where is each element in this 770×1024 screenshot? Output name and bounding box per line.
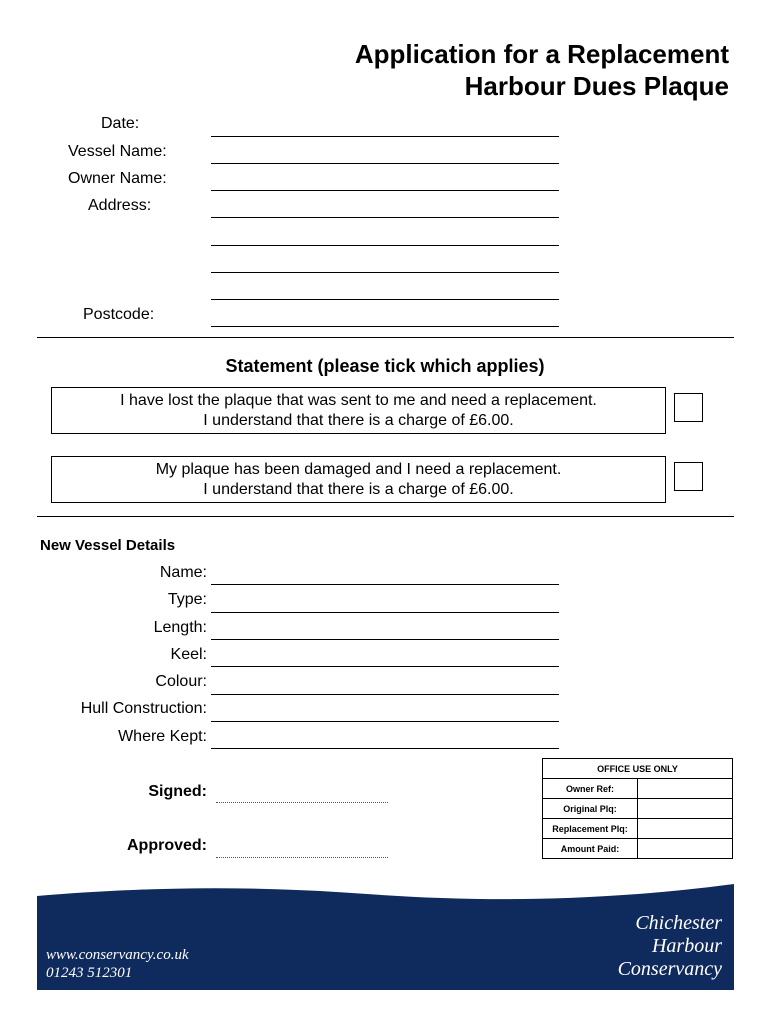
damaged-checkbox[interactable]	[674, 462, 703, 491]
nv-where-kept-label: Where Kept:	[118, 728, 207, 745]
page-title-line2: Harbour Dues Plaque	[464, 71, 729, 101]
office-use-heading: OFFICE USE ONLY	[543, 759, 733, 779]
statement-option-damaged-line1: My plaque has been damaged and I need a replacement.	[155, 461, 562, 478]
nv-where-kept-field[interactable]	[211, 748, 559, 749]
statement-option-lost-line1: I have lost the plaque that was sent to me and need a replacement.	[120, 392, 597, 409]
signed-field[interactable]	[216, 802, 388, 803]
owner-ref-label: Owner Ref:	[543, 779, 638, 799]
date-label: Date:	[101, 115, 140, 132]
page-title	[355, 38, 729, 102]
nv-keel-field[interactable]	[211, 666, 559, 667]
section-divider	[37, 516, 734, 517]
postcode-field[interactable]	[211, 326, 559, 327]
lost-checkbox[interactable]	[674, 393, 703, 422]
replacement-plq-field[interactable]	[638, 819, 733, 839]
postcode-label: Postcode:	[83, 306, 155, 323]
amount-paid-label: Amount Paid:	[543, 839, 638, 859]
address-field-line3[interactable]	[211, 272, 559, 273]
footer-website[interactable]: www.conservancy.co.uk	[46, 947, 189, 963]
date-field[interactable]	[211, 136, 559, 137]
address-field-line2[interactable]	[211, 245, 559, 246]
org-name-line3: Conservancy	[617, 958, 722, 980]
nv-colour-field[interactable]	[211, 694, 559, 695]
office-use-table	[542, 758, 733, 859]
address-field-line4[interactable]	[211, 299, 559, 300]
statement-option-lost-line2: I understand that there is a charge of £6.00.	[203, 412, 514, 429]
statement-option-damaged-line2: I understand that there is a charge of £6.00.	[203, 481, 514, 498]
original-plq-label: Original Plq:	[543, 799, 638, 819]
owner-name-label: Owner Name:	[68, 170, 167, 187]
amount-paid-field[interactable]	[638, 839, 733, 859]
owner-ref-field[interactable]	[638, 779, 733, 799]
address-field-line1[interactable]	[211, 217, 559, 218]
nv-hull-label: Hull Construction:	[80, 700, 207, 717]
nv-name-field[interactable]	[211, 584, 559, 585]
org-logo-text	[618, 912, 722, 981]
approved-label: Approved:	[127, 837, 207, 854]
nv-colour-label: Colour:	[155, 673, 207, 690]
signed-label: Signed:	[148, 783, 207, 800]
owner-name-field[interactable]	[211, 190, 559, 191]
approved-field[interactable]	[216, 857, 388, 858]
nv-name-label: Name:	[159, 564, 207, 581]
page-title-line1: Application for a Replacement	[354, 39, 729, 69]
statement-option-damaged	[51, 456, 666, 503]
footer-phone: 01243 512301	[46, 965, 133, 981]
address-label: Address:	[88, 197, 152, 214]
new-vessel-heading: New Vessel Details	[40, 537, 176, 554]
org-name-line2: Harbour	[651, 935, 722, 957]
nv-length-label: Length:	[153, 619, 207, 636]
statement-option-lost	[51, 387, 666, 434]
nv-keel-label: Keel:	[170, 646, 207, 663]
org-name-line1: Chichester	[635, 912, 722, 934]
nv-type-label: Type:	[167, 591, 207, 608]
vessel-name-label: Vessel Name:	[68, 143, 167, 160]
nv-type-field[interactable]	[211, 612, 559, 613]
statement-heading: Statement (please tick which applies)	[225, 356, 545, 376]
nv-hull-field[interactable]	[211, 721, 559, 722]
replacement-plq-label: Replacement Plq:	[543, 819, 638, 839]
vessel-name-field[interactable]	[211, 163, 559, 164]
original-plq-field[interactable]	[638, 799, 733, 819]
section-divider	[37, 337, 734, 338]
nv-length-field[interactable]	[211, 639, 559, 640]
